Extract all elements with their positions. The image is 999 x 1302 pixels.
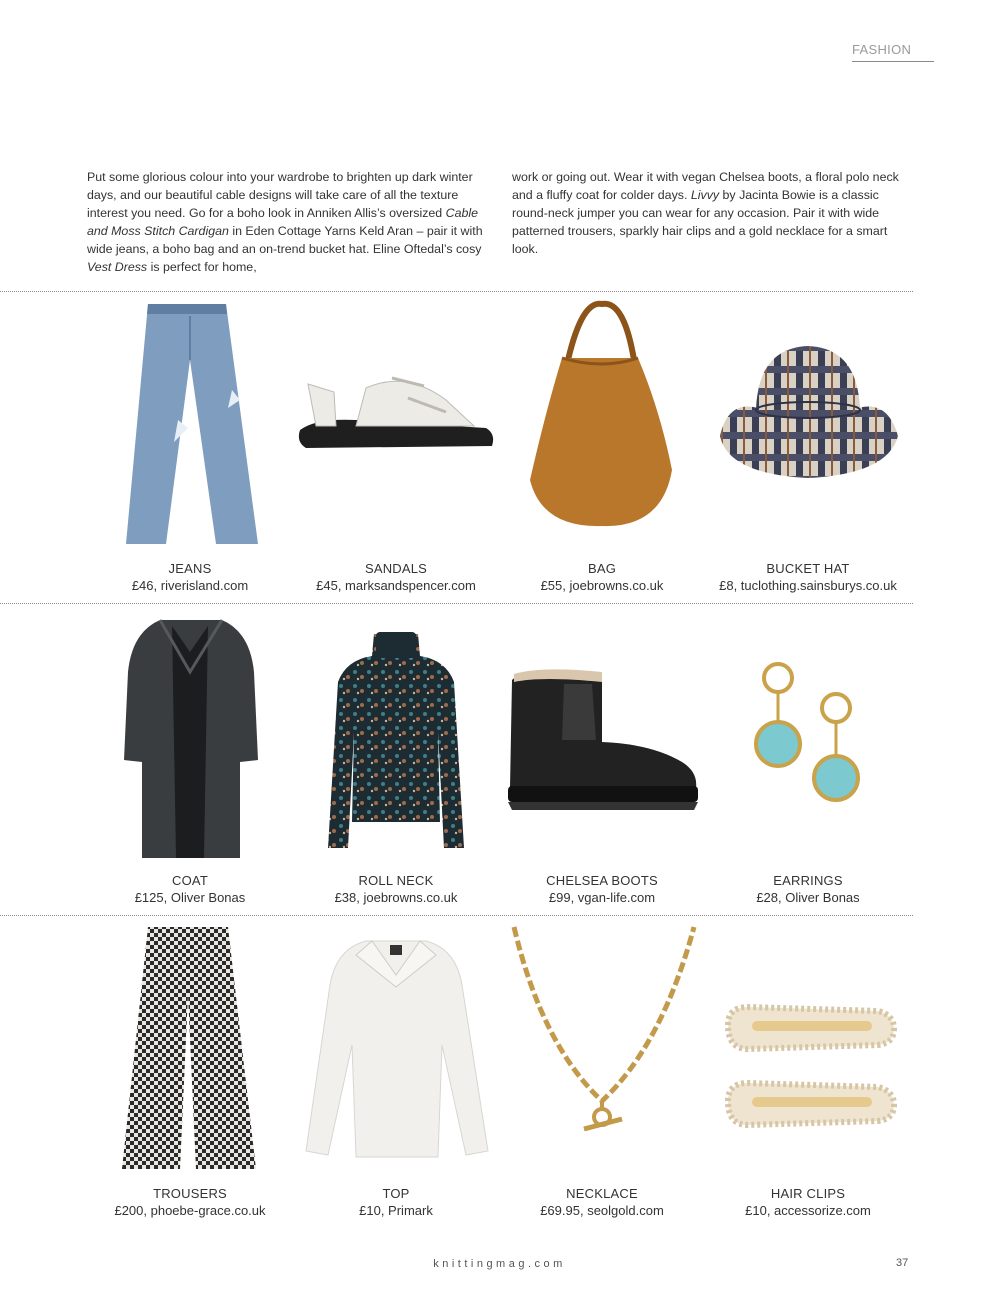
product-name: HAIR CLIPS — [770, 1186, 846, 1201]
product-name: COAT — [172, 873, 208, 888]
product-bucket-hat — [708, 300, 908, 594]
footer-website: knittingmag.com — [433, 1258, 566, 1270]
top-icon — [296, 925, 496, 1175]
intro-text-run: work or going out. Wear it with vegan Chelsea boots, a floral polo neck and a fluffy coat for colder days. — [512, 170, 899, 202]
intro-text-run: Put some glorious colour into your wardrobe to brighten up dark winter days, and our beautiful cable designs will take care of all the texture interest you need. Go for a boho look in Anniken Allis’s oversized — [87, 170, 473, 220]
section-tag: FASHION — [852, 42, 934, 62]
trousers-icon — [90, 925, 290, 1175]
page-number: 37 — [896, 1257, 909, 1269]
product-necklace — [502, 925, 702, 1219]
hair-clips-icon — [708, 925, 908, 1175]
roll-neck-icon — [296, 612, 496, 862]
product-roll-neck — [296, 612, 496, 906]
product-bag — [502, 300, 702, 594]
product-price: £8, tuclothing.sainsburys.co.uk — [719, 578, 897, 593]
product-name: TOP — [382, 1186, 410, 1201]
intro-text-run: is perfect for home, — [147, 260, 257, 274]
product-price: £55, joebrowns.co.uk — [540, 578, 664, 593]
product-price: £99, vgan-life.com — [548, 890, 656, 905]
coat-icon — [90, 612, 290, 862]
product-earrings — [708, 612, 908, 906]
product-name: BUCKET HAT — [766, 561, 850, 576]
product-price: £10, Primark — [359, 1203, 433, 1218]
product-price: £28, Oliver Bonas — [756, 890, 860, 905]
necklace-icon — [502, 925, 702, 1175]
product-jeans — [90, 300, 290, 594]
divider — [0, 603, 913, 604]
product-name: JEANS — [168, 561, 212, 576]
earrings-icon — [708, 612, 908, 862]
product-name: TROUSERS — [153, 1186, 227, 1201]
intro-text-run: Livvy — [690, 188, 720, 202]
product-price: £69.95, seolgold.com — [540, 1203, 664, 1218]
intro-text-run: Vest Dress — [87, 260, 148, 274]
intro-column-left — [87, 168, 492, 276]
bucket-hat-icon — [708, 300, 908, 550]
product-name: NECKLACE — [566, 1186, 638, 1201]
product-price: £125, Oliver Bonas — [134, 890, 246, 905]
product-name: EARRINGS — [773, 873, 843, 888]
product-coat — [90, 612, 290, 906]
product-name: SANDALS — [364, 561, 428, 576]
product-price: £45, marksandspencer.com — [316, 578, 476, 593]
product-price: £200, phoebe-grace.co.uk — [114, 1203, 266, 1218]
intro-text-run: in Eden Cottage Yarns Keld Aran – pair it with wide jeans, a boho bag and an on-trend bucket hat. Eline Oftedal’s cosy — [87, 224, 483, 256]
product-name: CHELSEA BOOTS — [546, 873, 658, 888]
intro-column-right — [512, 168, 912, 258]
intro-text-run: by Jacinta Bowie is a classic round-neck jumper you can wear for any occasion. Pair it with wide patterned trousers, sparkly hair clips and a gold necklace for a smart look. — [512, 188, 888, 256]
chelsea-boots-icon — [502, 612, 702, 862]
jeans-icon — [90, 300, 290, 550]
product-chelsea-boots — [502, 612, 702, 906]
product-name: ROLL NECK — [358, 873, 434, 888]
product-sandals — [296, 300, 496, 594]
product-trousers — [90, 925, 290, 1219]
product-price: £46, riverisland.com — [131, 578, 249, 593]
product-price: £10, accessorize.com — [745, 1203, 871, 1218]
product-name: BAG — [587, 561, 617, 576]
bag-icon — [502, 300, 702, 550]
product-price: £38, joebrowns.co.uk — [334, 890, 458, 905]
product-hair-clips — [708, 925, 908, 1219]
product-top — [296, 925, 496, 1219]
divider — [0, 291, 913, 292]
divider — [0, 915, 913, 916]
sandals-icon — [296, 300, 496, 550]
intro-text-run: Cable and Moss Stitch Cardigan — [87, 206, 479, 238]
